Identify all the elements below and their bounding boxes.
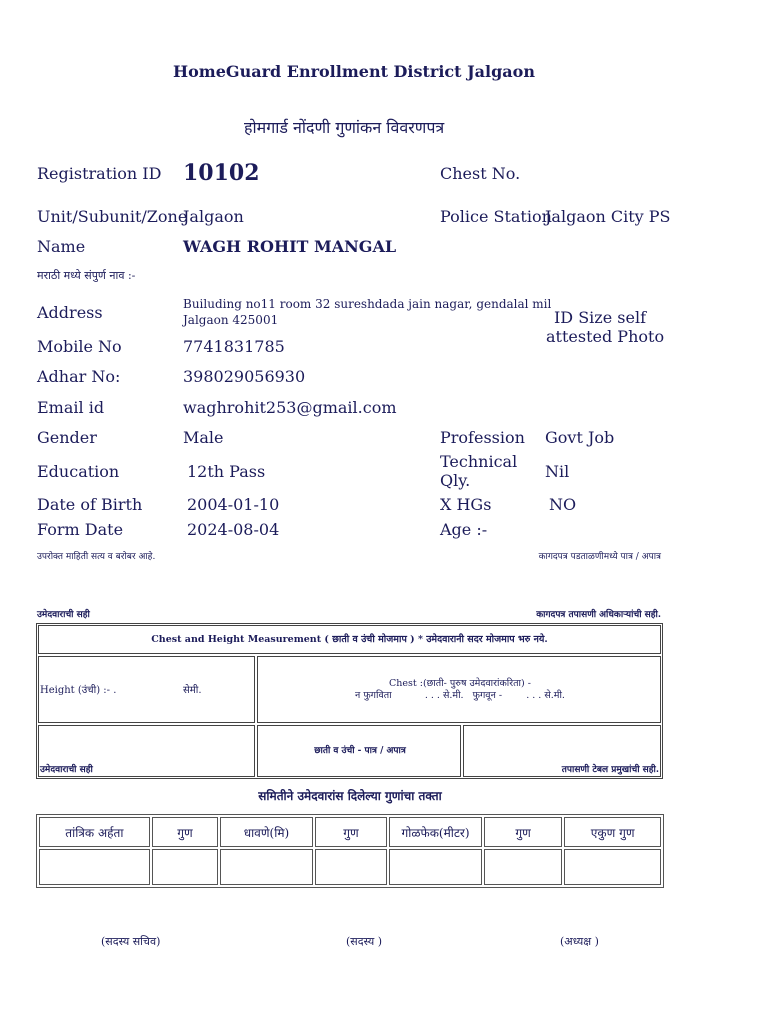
education-label: Education — [37, 462, 120, 481]
form-title: HomeGuard Enrollment District Jalgaon — [173, 62, 535, 81]
address-line-2: Jalgaon 425001 — [183, 313, 279, 327]
dob-label: Date of Birth — [37, 495, 143, 514]
eligibility-label: छाती व उंची - पात्र / अपात्र — [314, 746, 406, 756]
marks-header-marks-2: गुण — [315, 817, 387, 847]
email-value: waghrohit253@gmail.com — [183, 398, 397, 417]
chest-line-2: न फुगविता . . . से.मी. फुगवून - . . . से.मी. — [355, 690, 565, 701]
registration-id-label: Registration ID — [37, 164, 162, 183]
member-signature: (सदस्य ) — [346, 935, 383, 948]
secretary-signature: (सदस्य सचिव) — [101, 935, 161, 948]
registration-id-value: 10102 — [183, 160, 260, 186]
candidate-sign-label: उमेदवाराची सही — [40, 765, 93, 775]
technical-value: Nil — [545, 462, 570, 481]
address-label: Address — [37, 303, 103, 322]
marks-cell-technical — [39, 849, 150, 885]
height-unit: सेमी. — [183, 685, 202, 696]
name-label: Name — [37, 237, 86, 256]
document-verification-text: कागदपत्र पडताळणीमध्ये पात्र / अपात्र — [538, 552, 661, 562]
marks-header-marks-1: गुण — [152, 817, 218, 847]
email-label: Email id — [37, 398, 105, 417]
marks-cell-marks-2 — [315, 849, 387, 885]
measurement-title-cell — [38, 625, 661, 654]
gender-value: Male — [183, 428, 224, 447]
table-head-sign-cell — [463, 725, 661, 777]
dob-value: 2004-01-10 — [187, 495, 280, 514]
table-head-sign-label: तपासणी टेबल प्रमुखांची सही. — [561, 765, 659, 775]
profession-value: Govt Job — [545, 428, 615, 447]
marathi-name-label: मराठी मध्ये संपुर्ण नाव :- — [37, 269, 136, 282]
adhar-label: Adhar No: — [37, 367, 121, 386]
education-value: 12th Pass — [187, 462, 266, 481]
marks-table-row — [39, 849, 661, 885]
technical-label-line-1: Technical — [440, 452, 518, 471]
marks-header-running: धावणे(मि) — [220, 817, 313, 847]
police-station-value: Jalgaon City PS — [545, 207, 671, 226]
marks-table-title: समितीने उमेदवारांस दिलेल्या गुणांचा तक्ता — [258, 789, 442, 803]
form-title-marathi: होमगार्ड नोंदणी गुणांकन विवरणपत्र — [244, 118, 445, 137]
marks-header-marks-3: गुण — [484, 817, 563, 847]
mobile-label: Mobile No — [37, 337, 122, 356]
gender-label: Gender — [37, 428, 97, 447]
marks-cell-shotput — [389, 849, 482, 885]
chest-line-1: Chest :(छाती- पुरुष उमेदवारांकरिता) - — [389, 678, 531, 689]
marks-table — [36, 814, 664, 888]
xhgs-label: X HGs — [440, 495, 492, 514]
marks-cell-marks-1 — [152, 849, 218, 885]
marks-cell-total — [564, 849, 661, 885]
photo-placeholder-line-2: attested Photo — [546, 327, 665, 346]
form-date-value: 2024-08-04 — [187, 520, 280, 539]
marks-cell-running — [220, 849, 313, 885]
marks-header-total: एकुण गुण — [564, 817, 661, 847]
unit-label: Unit/Subunit/Zone — [37, 207, 188, 226]
adhar-value: 398029056930 — [183, 367, 306, 386]
declaration-text: उपरोक्त माहिती सत्य व बरोबर आहे. — [37, 552, 156, 562]
profession-label: Profession — [440, 428, 525, 447]
unit-value: Jalgaon — [183, 207, 244, 226]
photo-placeholder-line-1: ID Size self — [553, 308, 646, 327]
police-station-label: Police Station — [440, 207, 552, 226]
address-line-1: Builuding no11 room 32 sureshdada jain nagar, gendalal mil — [183, 297, 552, 311]
candidate-sign-cell — [38, 725, 255, 777]
age-label: Age :- — [440, 520, 488, 539]
chest-cell — [257, 656, 661, 723]
eligibility-cell — [257, 725, 461, 777]
name-value: WAGH ROHIT MANGAL — [183, 237, 397, 256]
chest-no-label: Chest No. — [440, 164, 521, 183]
mobile-value: 7741831785 — [183, 337, 285, 356]
marks-header-shotput: गोळफेक(मीटर) — [389, 817, 482, 847]
marks-header-technical: तांत्रिक अर्हता — [39, 817, 150, 847]
chairman-signature: (अध्यक्ष ) — [560, 935, 599, 948]
candidate-signature-label: उमेदवाराची सही — [37, 610, 90, 620]
measurement-title: Chest and Height Measurement ( छाती व उंची मोजमाप ) * उमेदवारानी सदर मोजमाप भरु नये. — [151, 634, 548, 645]
xhgs-value: NO — [549, 495, 577, 514]
marks-table-header-row — [39, 817, 661, 847]
height-cell — [38, 656, 255, 723]
height-label: Height (उंची) :- . — [40, 685, 117, 696]
form-date-label: Form Date — [37, 520, 124, 539]
marks-cell-marks-3 — [484, 849, 563, 885]
officer-signature-label: कागदपत्र तपासणी अधिकाऱ्यांची सही. — [536, 610, 661, 620]
technical-label-line-2: Qly. — [440, 471, 471, 490]
